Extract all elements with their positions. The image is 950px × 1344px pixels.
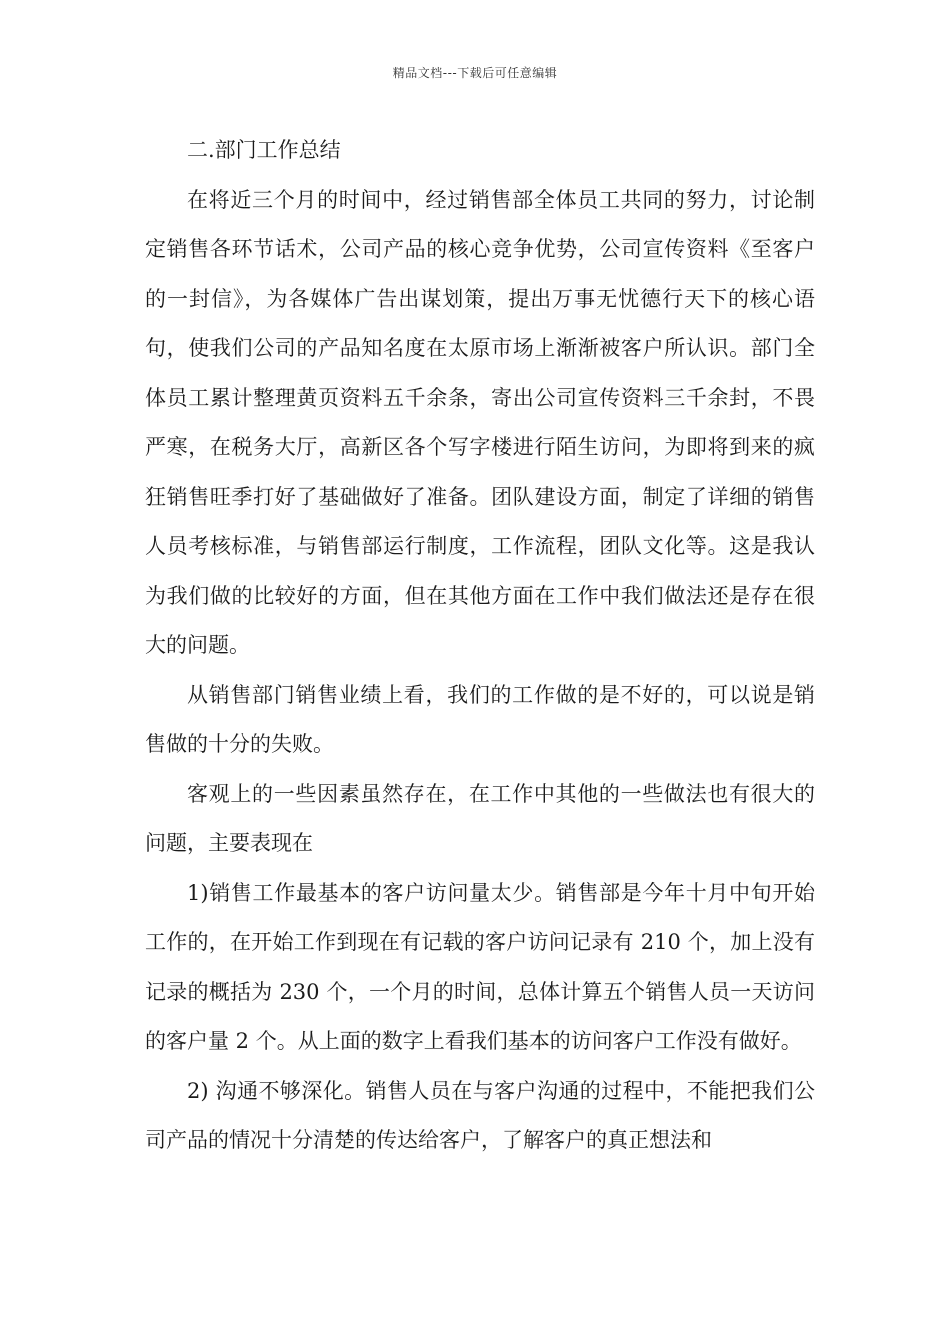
paragraph-3: 客观上的一些因素虽然存在，在工作中其他的一些做法也有很大的问题，主要表现在 bbox=[145, 781, 815, 855]
document-body bbox=[145, 126, 815, 1166]
page-header: 精品文档---下载后可任意编辑 bbox=[392, 66, 558, 80]
section-title: 二.部门工作总结 bbox=[187, 138, 341, 162]
paragraph-2: 从销售部门销售业绩上看，我们的工作做的是不好的，可以说是销售做的十分的失败。 bbox=[145, 682, 815, 756]
paragraph-5: 2) 沟通不够深化。销售人员在与客户沟通的过程中，不能把我们公司产品的情况十分清楚的传达给客户，了解客户的真正想法和 bbox=[145, 1078, 815, 1152]
paragraph-4: 1)销售工作最基本的客户访问量太少。销售部是今年十月中旬开始工作的，在开始工作到现在有记载的客户访问记录有 210 个，加上没有记录的概括为 230 个，一个月的时间，总体计算五个销售人员一天访问的客户量 2 个。从上面的数字上看我们基本的访问客户工作没有做好。 bbox=[145, 880, 815, 1053]
paragraph-1: 在将近三个月的时间中，经过销售部全体员工共同的努力，讨论制定销售各环节话术，公司产品的核心竞争优势，公司宣传资料《至客户的一封信》，为各媒体广告出谋划策，提出万事无忧德行天下的核心语句，使我们公司的产品知名度在太原市场上渐渐被客户所认识。部门全体员工累计整理黄页资料五千余条，寄出公司宣传资料三千余封，不畏严寒，在税务大厅，高新区各个写字楼进行陌生访问，为即将到来的疯狂销售旺季打好了基础做好了准备。团队建设方面，制定了详细的销售人员考核标准，与销售部运行制度，工作流程，团队文化等。这是我认为我们做的比较好的方面，但在其他方面在工作中我们做法还是存在很大的问题。 bbox=[145, 187, 815, 657]
